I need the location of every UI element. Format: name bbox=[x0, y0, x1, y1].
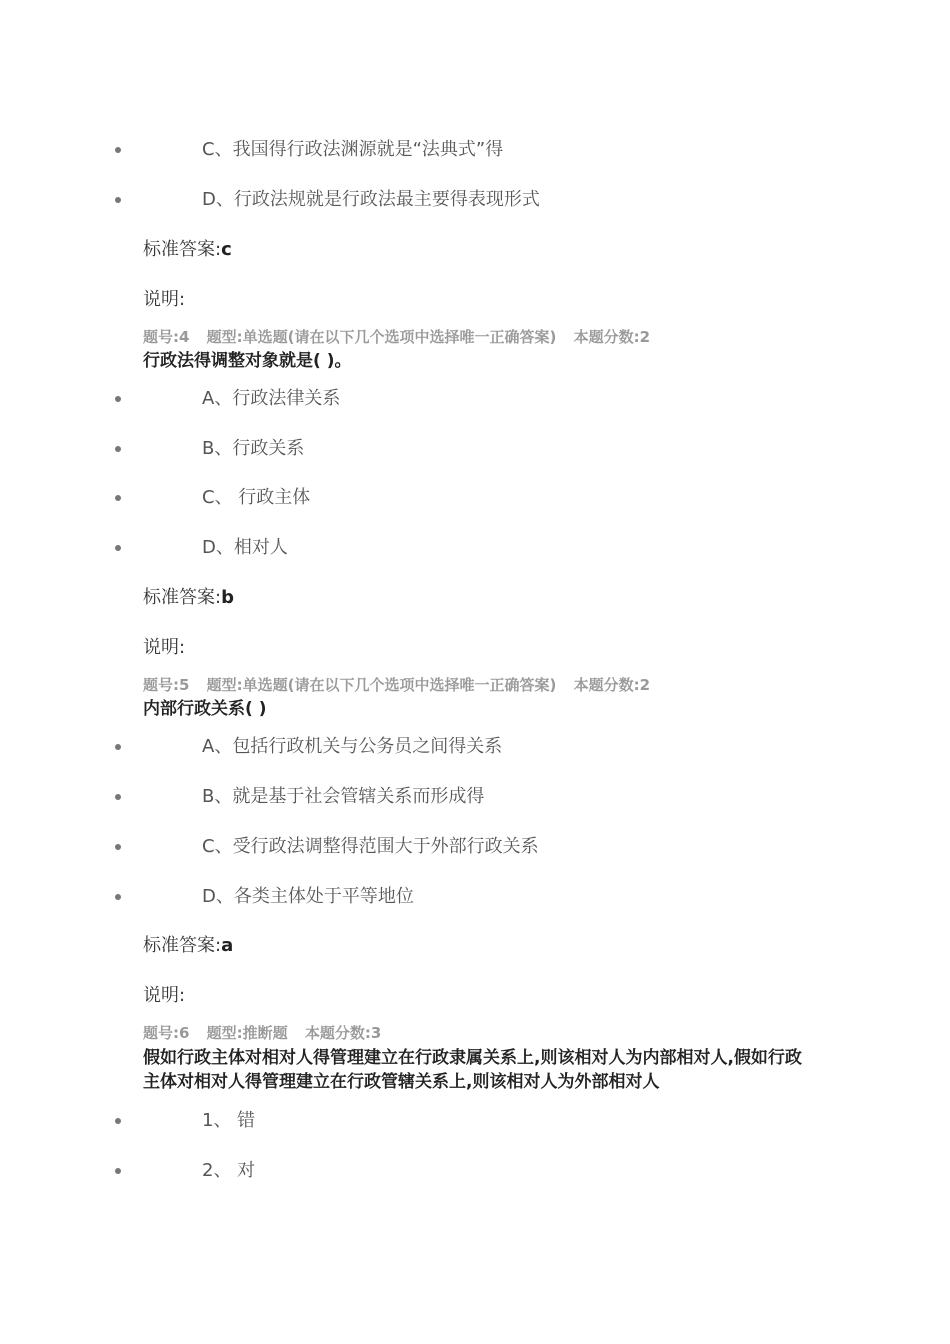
explanation-label: 说明: bbox=[143, 985, 186, 1006]
option-item[interactable] bbox=[0, 483, 950, 513]
question-type: 题型:推断题 bbox=[206, 1024, 288, 1042]
question-number: 题号:4 bbox=[143, 328, 190, 346]
option-item[interactable] bbox=[0, 434, 950, 464]
bullet-icon bbox=[115, 794, 121, 800]
option-item[interactable] bbox=[0, 882, 950, 912]
question-meta bbox=[143, 328, 650, 346]
answer-label: 标准答案: bbox=[143, 935, 222, 956]
bullet-icon bbox=[115, 744, 121, 750]
answer-value: b bbox=[221, 587, 234, 608]
question-number: 题号:5 bbox=[143, 676, 190, 694]
option-label: C、 行政主体 bbox=[202, 487, 311, 508]
bullet-icon bbox=[115, 147, 121, 153]
bullet-icon bbox=[115, 545, 121, 551]
standard-answer bbox=[143, 935, 233, 957]
bullet-icon bbox=[115, 1118, 121, 1124]
answer-label: 标准答案: bbox=[143, 587, 222, 608]
option-item[interactable] bbox=[0, 135, 950, 165]
bullet-icon bbox=[115, 197, 121, 203]
bullet-icon bbox=[115, 446, 121, 452]
bullet-icon bbox=[115, 1168, 121, 1174]
option-label: A、包括行政机关与公务员之间得关系 bbox=[202, 736, 503, 757]
option-label: 2、 对 bbox=[202, 1160, 256, 1181]
explanation-label: 说明: bbox=[143, 289, 186, 310]
option-item[interactable] bbox=[0, 1106, 950, 1136]
option-label: A、行政法律关系 bbox=[202, 388, 341, 409]
option-label: B、行政关系 bbox=[202, 438, 305, 459]
bullet-icon bbox=[115, 495, 121, 501]
question-score: 本题分数:3 bbox=[304, 1024, 382, 1042]
option-label: B、就是基于社会管辖关系而形成得 bbox=[202, 786, 485, 807]
question-text: 行政法得调整对象就是( )。 bbox=[143, 351, 352, 371]
option-label: D、各类主体处于平等地位 bbox=[202, 886, 414, 907]
question-score: 本题分数:2 bbox=[573, 676, 651, 694]
explanation-label: 说明: bbox=[143, 637, 186, 658]
bullet-icon bbox=[115, 396, 121, 402]
question-score: 本题分数:2 bbox=[573, 328, 651, 346]
question-type: 题型:单选题(请在以下几个选项中选择唯一正确答案) bbox=[206, 676, 557, 694]
option-item[interactable] bbox=[0, 782, 950, 812]
question-meta bbox=[143, 676, 650, 694]
answer-value: a bbox=[221, 935, 234, 956]
option-item[interactable] bbox=[0, 1156, 950, 1186]
option-label: D、行政法规就是行政法最主要得表现形式 bbox=[202, 189, 540, 210]
question-type: 题型:单选题(请在以下几个选项中选择唯一正确答案) bbox=[206, 328, 557, 346]
bullet-icon bbox=[115, 894, 121, 900]
bullet-icon bbox=[115, 844, 121, 850]
option-item[interactable] bbox=[0, 185, 950, 215]
question-text: 假如行政主体对相对人得管理建立在行政隶属关系上,则该相对人为内部相对人,假如行政主体对相对人得管理建立在行政管辖关系上,则该相对人为外部相对人 bbox=[143, 1048, 802, 1092]
question-number: 题号:6 bbox=[143, 1024, 190, 1042]
option-label: C、受行政法调整得范围大于外部行政关系 bbox=[202, 836, 539, 857]
question-text: 内部行政关系( ) bbox=[143, 699, 267, 719]
option-item[interactable] bbox=[0, 832, 950, 862]
option-item[interactable] bbox=[0, 533, 950, 563]
standard-answer bbox=[143, 587, 234, 609]
option-item[interactable] bbox=[0, 384, 950, 414]
option-label: C、我国得行政法渊源就是“法典式”得 bbox=[202, 139, 504, 160]
answer-label: 标准答案: bbox=[143, 239, 222, 260]
option-label: 1、 错 bbox=[202, 1110, 256, 1131]
option-item[interactable] bbox=[0, 732, 950, 762]
question-meta bbox=[143, 1024, 381, 1042]
answer-value: c bbox=[221, 239, 232, 260]
option-label: D、相对人 bbox=[202, 537, 288, 558]
standard-answer bbox=[143, 239, 232, 261]
